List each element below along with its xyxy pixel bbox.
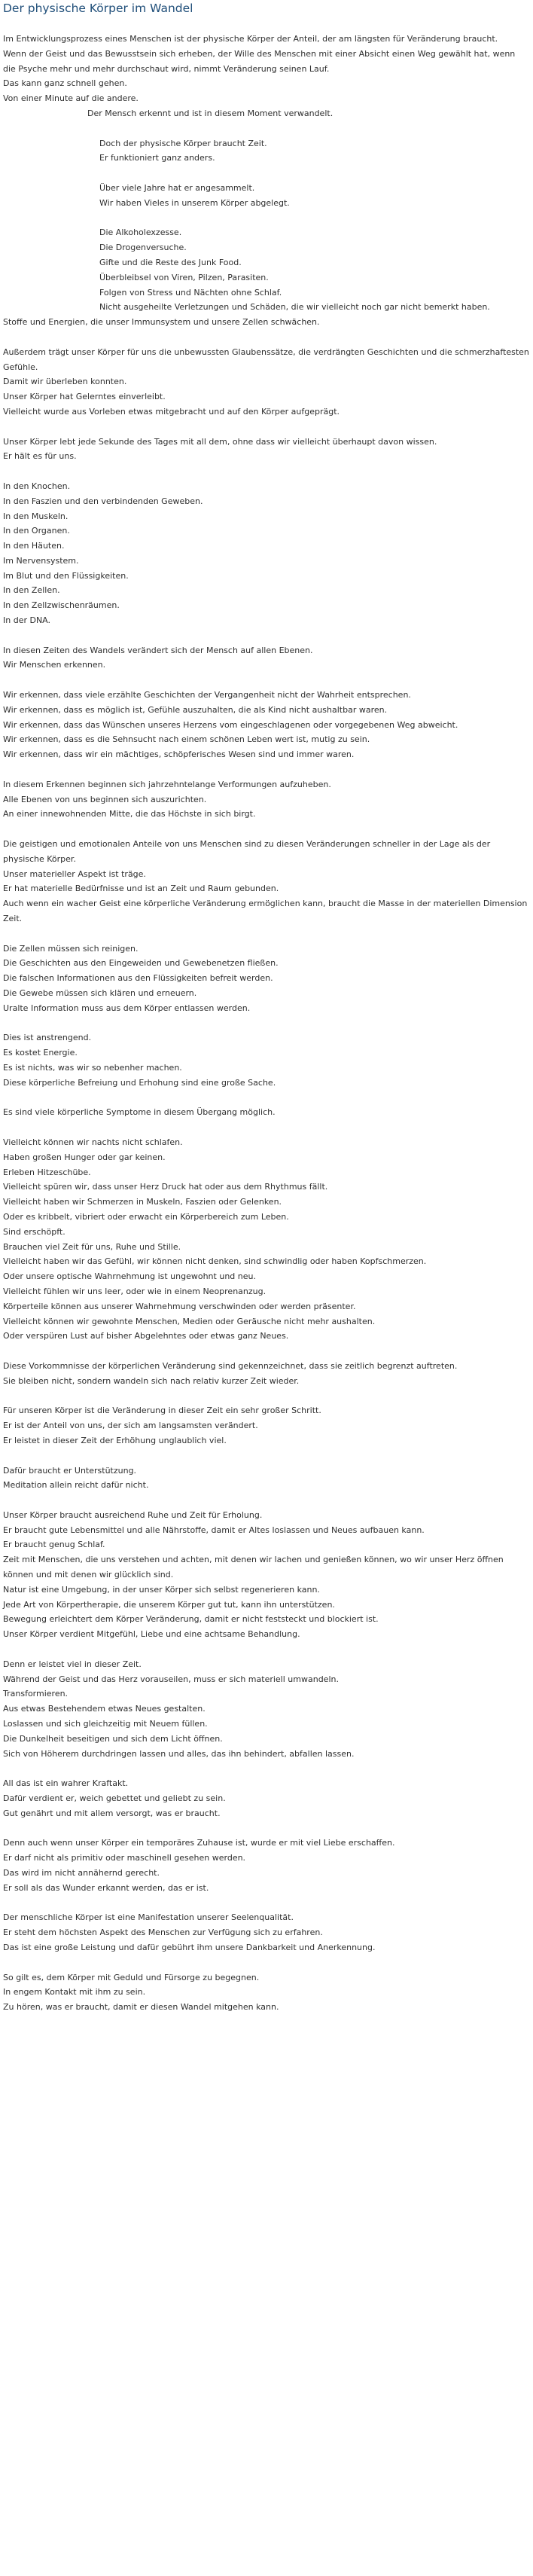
text-line: Körperteile können aus unserer Wahrnehmung verschwinden oder werden präsenter. — [3, 1301, 356, 1311]
text-line: Wir erkennen, dass das Wünschen unseres Herzens vom eingeschlagenen oder vorgegebenen Weg abweicht. — [3, 719, 458, 730]
paragraph — [3, 1776, 530, 1821]
text-line: Diese Vorkommnisse der körperlichen Veränderung sind gekennzeichnet, dass sie zeitlich begrenzt auftreten. — [3, 1360, 458, 1371]
text-line: Zeit mit Menschen, die uns verstehen und achten, mit denen wir lachen und genießen können, wo wir unser Herz öffnen können und mit denen wir glücklich sind. — [3, 1555, 504, 1580]
text-line: Unser Körper lebt jede Sekunde des Tages mit all dem, ohne dass wir vielleicht überhaupt davon wissen. — [3, 436, 437, 447]
text-line: Im Entwicklungsprozess eines Menschen ist der physische Körper der Anteil, der am längsten für Veränderung braucht. — [3, 34, 498, 44]
text-line: Die Dunkelheit beseitigen und sich dem Licht öffnen. — [3, 1733, 223, 1744]
text-line: Überbleibsel von Viren, Pilzen, Parasiten. — [99, 272, 269, 282]
text-line: Gut genährt und mit allem versorgt, was er braucht. — [3, 1808, 221, 1818]
text-line: Die Geschichten aus den Eingeweiden und Gewebenetzen fließen. — [3, 958, 279, 969]
text-line: Oder unsere optische Wahrnehmung ist ungewohnt und neu. — [3, 1271, 256, 1282]
page-title: Der physische Körper im Wandel — [3, 2, 193, 15]
text-line: Wir erkennen, dass es möglich ist, Gefühle auszuhalten, die als Kind nicht aushaltbar waren. — [3, 704, 388, 715]
paragraph — [3, 136, 530, 166]
text-line: Er ist der Anteil von uns, der sich am langsamsten verändert. — [3, 1421, 258, 1431]
paragraph — [3, 181, 530, 211]
text-line: An einer innewohnenden Mitte, die das Höchste in sich birgt. — [3, 809, 256, 819]
text-line: Oder es kribbelt, vibriert oder erwacht ein Körperbereich zum Leben. — [3, 1211, 289, 1222]
text-line: Uralte Information muss aus dem Körper entlassen werden. — [3, 1003, 251, 1013]
paragraph — [3, 688, 530, 762]
text-line: Es ist nichts, was wir so nebenher machen. — [3, 1062, 182, 1073]
article-body — [3, 32, 530, 2015]
text-line: In den Häuten. — [3, 541, 65, 551]
paragraph — [3, 1836, 530, 1895]
text-line: In den Zellzwischenräumen. — [3, 600, 120, 611]
text-line: Der Mensch erkennt und ist in diesem Moment verwandelt. — [87, 108, 334, 118]
text-line: Während der Geist und das Herz vorauseilen, muss er sich materiell umwandeln. — [3, 1674, 339, 1684]
text-line: Er soll als das Wunder erkannt werden, das er ist. — [3, 1882, 209, 1893]
text-line: Wir erkennen, dass viele erzählte Geschichten der Vergangenheit nicht der Wahrheit entsprechen. — [3, 690, 411, 700]
text-line: All das ist ein wahrer Kraftakt. — [3, 1778, 129, 1789]
paragraph — [3, 942, 530, 1016]
text-line: Für unseren Körper ist die Veränderung in dieser Zeit ein sehr großer Schritt. — [3, 1406, 321, 1416]
text-line: So gilt es, dem Körper mit Geduld und Fürsorge zu begegnen. — [3, 1972, 260, 1982]
text-line: Vielleicht fühlen wir uns leer, oder wie in einem Neoprenanzug. — [3, 1286, 266, 1296]
text-line: In diesen Zeiten des Wandels verändert sich der Mensch auf allen Ebenen. — [3, 645, 313, 655]
text-line: Er hält es für uns. — [3, 451, 77, 462]
text-line: Vielleicht können wir gewohnte Menschen, Medien oder Geräusche nicht mehr aushalten. — [3, 1316, 376, 1326]
text-line: Unser Körper braucht ausreichend Ruhe und Zeit für Erholung. — [3, 1509, 263, 1520]
text-line: Haben großen Hunger oder gar keinen. — [3, 1152, 166, 1162]
text-line: Loslassen und sich gleichzeitig mit Neuem füllen. — [3, 1719, 208, 1729]
paragraph — [3, 1463, 530, 1494]
text-line: Aus etwas Bestehendem etwas Neues gestalten. — [3, 1704, 206, 1714]
paragraph — [3, 106, 530, 121]
text-line: Nicht ausgeheilte Verletzungen und Schäden, die wir vielleicht noch gar nicht bemerkt haben. — [99, 302, 490, 313]
text-line: Denn auch wenn unser Körper ein temporäres Zuhause ist, wurde er mit viel Liebe erschaffen. — [3, 1838, 395, 1848]
text-line: Jede Art von Körpertherapie, die unserem Körper gut tut, kann ihn unterstützen. — [3, 1599, 335, 1610]
paragraph — [3, 1910, 530, 1955]
paragraph — [3, 435, 530, 465]
paragraph — [3, 1403, 530, 1448]
text-line: Auch wenn ein wacher Geist eine körperliche Veränderung ermöglichen kann, braucht die Masse in der materiellen Dimension Zeit. — [3, 899, 528, 924]
text-line: Die Drogenversuche. — [99, 243, 187, 253]
paragraph — [3, 1030, 530, 1090]
text-line: Über viele Jahre hat er angesammelt. — [99, 182, 255, 193]
text-line: Außerdem trägt unser Körper für uns die unbewussten Glaubenssätze, die verdrängten Geschichten und die schmerzhaftesten Gefühle. — [3, 346, 529, 372]
text-line: Die Alkoholexzesse. — [99, 227, 182, 238]
text-line: Brauchen viel Zeit für uns, Ruhe und Stille. — [3, 1241, 181, 1252]
paragraph — [3, 1508, 530, 1642]
text-line: Damit wir überleben konnten. — [3, 377, 127, 387]
text-line: Wir Menschen erkennen. — [3, 660, 106, 670]
text-line: In den Knochen. — [3, 481, 71, 491]
text-line: In den Muskeln. — [3, 511, 69, 521]
text-line: Diese körperliche Befreiung und Erhohung sind eine große Sache. — [3, 1077, 276, 1088]
text-line: Er leistet in dieser Zeit der Erhöhung unglaublich viel. — [3, 1435, 227, 1445]
text-line: Vielleicht spüren wir, dass unser Herz Druck hat oder aus dem Rhythmus fällt. — [3, 1182, 328, 1192]
text-line: Transformieren. — [3, 1689, 69, 1699]
paragraph — [3, 643, 530, 673]
text-line: Vielleicht haben wir Schmerzen in Muskeln, Faszien oder Gelenken. — [3, 1197, 282, 1207]
text-line: Unser Körper verdient Mitgefühl, Liebe und eine achtsame Behandlung. — [3, 1629, 300, 1640]
text-line: Oder verspüren Lust auf bisher Abgelehntes oder etwas ganz Neues. — [3, 1331, 289, 1341]
paragraph — [3, 32, 530, 106]
text-line: In diesem Erkennen beginnen sich jahrzehntelange Verformungen aufzuheben. — [3, 779, 331, 789]
text-line: Vielleicht wurde aus Vorleben etwas mitgebracht und auf den Körper aufgeprägt. — [3, 406, 340, 417]
text-line: Denn er leistet viel in dieser Zeit. — [3, 1659, 142, 1669]
text-line: Die Zellen müssen sich reinigen. — [3, 943, 139, 954]
text-line: Sie bleiben nicht, sondern wandeln sich nach relativ kurzer Zeit wieder. — [3, 1375, 300, 1386]
text-line: Das ist eine große Leistung und dafür gebührt ihm unsere Dankbarkeit und Anerkennung. — [3, 1943, 376, 1952]
text-line: Sind erschöpft. — [3, 1226, 65, 1237]
text-line: In den Zellen. — [3, 585, 60, 596]
text-line: Zu hören, was er braucht, damit er diesen Wandel mitgehen kann. — [3, 2002, 279, 2013]
paragraph — [3, 479, 530, 628]
text-line: Unser Körper hat Gelerntes einverleibt. — [3, 392, 166, 402]
text-line: Sich von Höherem durchdringen lassen und alles, das ihn behindert, abfallen lassen. — [3, 1748, 355, 1759]
paragraph — [3, 345, 530, 420]
text-line: Dies ist anstrengend. — [3, 1033, 92, 1043]
text-line: Dafür braucht er Unterstützung. — [3, 1465, 137, 1476]
paragraph — [3, 1970, 530, 2015]
text-line: In den Organen. — [3, 526, 70, 536]
text-line: Bewegung erleichtert dem Körper Veränderung, damit er nicht feststeckt und blockiert ist. — [3, 1614, 379, 1625]
text-line: Er braucht genug Schlaf. — [3, 1540, 105, 1550]
paragraph — [3, 837, 530, 926]
paragraph — [3, 777, 530, 822]
paragraph — [3, 1135, 530, 1344]
text-line: Es sind viele körperliche Symptome in diesem Übergang möglich. — [3, 1107, 276, 1118]
text-line: Natur ist eine Umgebung, in der unser Körper sich selbst regenerieren kann. — [3, 1584, 320, 1595]
paragraph — [3, 1359, 530, 1389]
text-line: Der menschliche Körper ist eine Manifestation unserer Seelenqualität. — [3, 1912, 294, 1923]
text-line: Die Gewebe müssen sich klären und erneuern. — [3, 988, 197, 998]
text-line: Im Nervensystem. — [3, 555, 79, 566]
text-line: Von einer Minute auf die andere. — [3, 93, 139, 104]
text-line: Vielleicht haben wir das Gefühl, wir können nicht denken, sind schwindlig oder haben Kopfschmerzen. — [3, 1256, 427, 1267]
text-line: Meditation allein reicht dafür nicht. — [3, 1480, 149, 1491]
paragraph — [3, 1105, 530, 1120]
text-line: Wir haben Vieles in unserem Körper abgelegt. — [99, 197, 290, 208]
text-line: Wir erkennen, dass wir ein mächtiges, schöpferisches Wesen sind und immer waren. — [3, 749, 355, 760]
text-line: In den Faszien und den verbindenden Geweben. — [3, 496, 203, 506]
text-line: Er steht dem höchsten Aspekt des Menschen zur Verfügung sich zu erfahren. — [3, 1927, 323, 1938]
text-line: Er braucht gute Lebensmittel und alle Nährstoffe, damit er Altes loslassen und Neues aufbauen kann. — [3, 1525, 425, 1535]
text-line: Das kann ganz schnell gehen. — [3, 78, 127, 89]
text-line: Unser materieller Aspekt ist träge. — [3, 868, 146, 879]
text-line: Gifte und die Reste des Junk Food. — [99, 257, 242, 267]
text-line: Vielleicht können wir nachts nicht schlafen. — [3, 1137, 183, 1147]
text-line: Im Blut und den Flüssigkeiten. — [3, 570, 129, 581]
text-line: In engem Kontakt mit ihm zu sein. — [3, 1987, 146, 1998]
text-line: Erleben Hitzeschübe. — [3, 1167, 91, 1177]
text-line: Doch der physische Körper braucht Zeit. — [99, 138, 267, 148]
text-line: Folgen von Stress und Nächten ohne Schlaf. — [99, 287, 282, 298]
text-line: Es kostet Energie. — [3, 1048, 78, 1058]
text-line: Das wird im nicht annähernd gerecht. — [3, 1868, 160, 1879]
text-line: Die geistigen und emotionalen Anteile von uns Menschen sind zu diesen Veränderungen schneller in der Lage als der physische Körper. — [3, 839, 491, 864]
text-line: Wir erkennen, dass es die Sehnsucht nach einem schönen Leben wert ist, mutig zu sein. — [3, 734, 370, 745]
paragraph — [3, 1657, 530, 1762]
paragraph — [3, 315, 530, 330]
text-line: In der DNA. — [3, 615, 51, 626]
text-line: Dafür verdient er, weich gebettet und geliebt zu sein. — [3, 1793, 226, 1804]
text-line: Er funktioniert ganz anders. — [99, 153, 215, 163]
text-line: Wenn der Geist und das Bewusstsein sich erheben, der Wille des Menschen mit einer Absicht einen Weg gewählt hat, wenn die Psyche mehr und mehr durchschaut wird, nimmt Veränderung seinen Lauf. — [3, 48, 516, 74]
paragraph — [3, 225, 530, 315]
text-line: Die falschen Informationen aus den Flüssigkeiten befreit werden. — [3, 973, 273, 984]
text-line: Alle Ebenen von uns beginnen sich auszurichten. — [3, 794, 207, 804]
text-line: Er hat materielle Bedürfnisse und ist an Zeit und Raum gebunden. — [3, 884, 279, 894]
text-line: Er darf nicht als primitiv oder maschinell gesehen werden. — [3, 1853, 246, 1863]
text-line: Stoffe und Energien, die unser Immunsystem und unsere Zellen schwächen. — [3, 317, 320, 328]
